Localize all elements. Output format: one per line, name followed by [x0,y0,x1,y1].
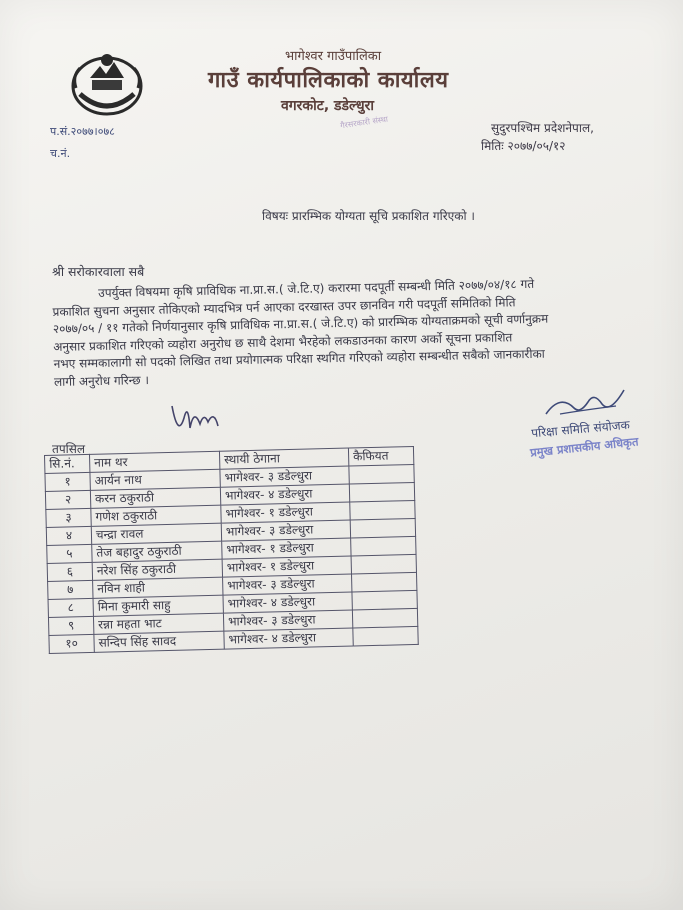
name-cell: नविन शाही [93,577,223,598]
serial-cell: २ [45,490,90,509]
candidate-table [44,446,419,654]
candidate-table-wrapper [44,446,419,654]
nepal-emblem-icon [66,48,148,120]
body-line: लागी अनुरोध गरिन्छ । [53,372,150,389]
address-cell: भागेश्वर- ३ डडेल्धुरा [223,610,352,631]
address-cell: भागेश्वर- १ डडेल्धुरा [222,556,351,577]
letter-date: मितिः २०७७/०५/१२ [481,139,566,153]
name-cell: सन्दिप सिंह सावद [94,631,224,652]
serial-cell: ३ [46,508,91,527]
name-cell: नरेश सिंह ठकुराठी [92,559,222,580]
letter-body [52,273,668,391]
column-header-address: स्थायी ठेगाना [219,448,348,469]
name-cell: तेज बहादुर ठकुराठी [92,541,222,562]
remarks-cell [351,572,416,592]
municipality-name: भागेश्वर गाउँपालिका [285,49,382,64]
subject-line: विषयः प्रारम्भिक योग्यता सूचि प्रकाशित गरिएको । [262,209,475,223]
address-cell: भागेश्वर- ४ डडेल्धुरा [224,628,353,649]
name-cell: चन्द्रा रावल [91,523,221,544]
address-cell: भागेश्वर- ४ डडेल्धुरा [220,484,349,505]
remarks-cell [353,626,418,646]
address-cell: भागेश्वर- ३ डडेल्धुरा [221,520,350,541]
reference-number: प.सं.२०७७।०७८ [50,125,115,138]
body-line: अनुसार प्रकाशित गरिएको व्यहोरा अनुरोध छ साथै देशमा भैरहेको लकडाउनका कारण अर्को सूचना प्रकाशित [53,329,513,354]
column-header-remarks: कैफियत [348,446,413,466]
name-cell: आर्यन नाथ [90,469,220,490]
name-cell: करन ठकुराठी [90,487,220,508]
serial-cell: ५ [47,544,92,563]
address-cell: भागेश्वर- १ डडेल्धुरा [221,502,350,523]
annex-label: तपसिल [52,442,86,456]
signatory-title-stamp: प्रमुख प्रशासकीय अधिकृत [529,434,640,460]
name-cell: मिना कुमारी साहु [93,595,223,616]
remarks-cell [349,464,414,484]
office-address: वगरकोट, डडेल्धुरा [281,98,374,114]
remarks-cell [351,554,416,574]
serial-cell: ८ [48,598,93,617]
remarks-cell [351,536,416,556]
remarks-cell [352,608,417,628]
address-cell: भागेश्वर- १ डडेल्धुरा [222,538,351,559]
remarks-cell [350,500,415,520]
serial-cell: १ [45,472,90,491]
address-cell: भागेश्वर- ३ डडेल्धुरा [220,466,349,487]
signatory-role: परिक्षा समिति संयोजक [530,417,631,441]
remarks-cell [350,518,415,538]
address-cell: भागेश्वर- ४ डडेल्धुरा [223,592,352,613]
serial-cell: ९ [48,616,93,635]
body-line: २०७७/०५ / ११ गतेको निर्णयानुसार कृषि प्राविधिक ना.प्रा.स.( जे.टि.ए) को प्रारम्भिक योग्यताक्रमको सूची वर्णानुक्रम [52,311,549,336]
name-cell: रन्ना महता भाट [93,613,223,634]
column-header-serial: सि.नं. [45,454,90,473]
office-title: गाउँ कार्यपालिकाको कार्यालय [208,68,449,93]
faint-stamp-text: गैरसरकारी संस्था [339,114,389,131]
dispatch-number: च.नं. [50,147,71,160]
serial-cell: ४ [46,526,91,545]
body-line: प्रकाशित सुचना अनुसार तोकिएको म्यादभित्र पर्न आएका दरखास्त उपर छानविन गरी पदपूर्ती समितिको मिति [52,294,516,319]
serial-cell: ७ [48,580,93,599]
name-cell: गणेश ठकुराठी [91,505,221,526]
handwritten-initials-icon [168,398,222,440]
remarks-cell [349,482,414,502]
serial-cell: ६ [47,562,92,581]
remarks-cell [352,590,417,610]
address-cell: भागेश्वर- ३ डडेल्धुरा [223,574,352,595]
body-line: नभए सम्मकालागी सो पदको लिखित तथा प्रयोगात्मक परिक्षा स्थगित गरिएको व्यहोरा सम्बन्धीत सबैको जानकारीका [53,346,545,371]
recipient-line: श्री सरोकारवाला सबै [52,264,145,279]
province-line: सुदुरपश्चिम प्रदेशनेपाल, [491,121,594,135]
body-line: उपर्युक्त विषयमा कृषि प्राविधिक ना.प्रा.स.( जे.टि.ए) करारमा पदपूर्ती सम्बन्धी मिति २०७७/०४/१८ गते [98,276,535,301]
serial-cell: १० [49,634,94,653]
column-header-name: नाम थर [89,451,219,472]
